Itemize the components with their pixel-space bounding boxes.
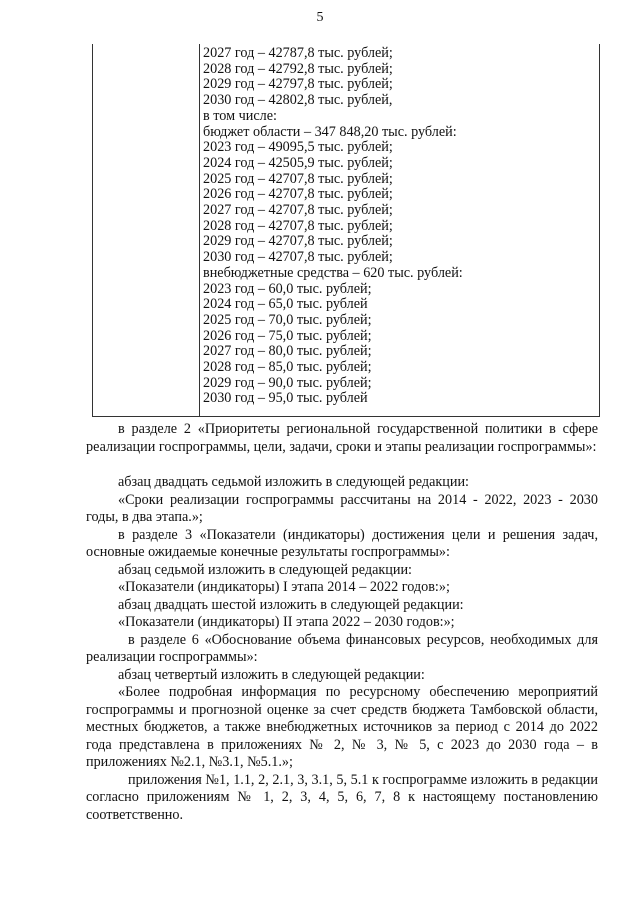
funding-line: 2025 год – 42707,8 тыс. рублей; [203,170,393,187]
page-number: 5 [316,10,324,25]
paragraph: абзац двадцать седьмой изложить в следующей редакции: [118,474,469,490]
paragraph: в разделе 6 «Обоснование объема финансовых ресурсов, необходимых для реализации госпрограммы»: [86,631,598,665]
paragraph: абзац четвертый изложить в следующей редакции: [118,666,425,683]
funding-line: 2027 год – 80,0 тыс. рублей; [203,343,372,360]
funding-line: 2029 год – 90,0 тыс. рублей; [203,374,372,391]
table-continuation [92,44,600,417]
table-column-divider [199,44,200,416]
funding-line: 2030 год – 95,0 тыс. рублей [203,390,368,407]
paragraph: в разделе 3 «Показатели (индикаторы) достижения цели и решения задач, основные ожидаемые конечные результаты госпрограммы»: [86,526,598,560]
funding-line: 2027 год – 42787,8 тыс. рублей; [203,45,393,61]
paragraph-block-a [86,474,598,824]
funding-line: 2028 год – 42792,8 тыс. рублей; [203,60,393,77]
funding-line: 2029 год – 42797,8 тыс. рублей; [203,76,393,93]
paragraph: «Более подробная информация по ресурсному обеспечению мероприятий госпрограммы и прогнозной оценке за счет средств бюджета Тамбовской области, местных бюджетов, а также внебюджетных источников за период с 2014 до 2022 года представлена в приложениях № 2, № 3, № 5, с 2023 до 2030 года – в приложениях №2.1, №3.1, №5.1.»; [86,684,598,770]
funding-line: 2026 год – 75,0 тыс. рублей; [203,327,372,344]
funding-line: в том числе: [203,107,277,124]
funding-line: 2024 год – 42505,9 тыс. рублей; [203,154,393,171]
paragraph: абзац седьмой изложить в следующей редакции: [118,561,413,578]
funding-line: бюджет области – 347 848,20 тыс. рублей: [203,123,457,140]
funding-list [203,46,463,407]
funding-line: 2027 год – 42707,8 тыс. рублей; [203,202,393,219]
funding-line: 2028 год – 85,0 тыс. рублей; [203,359,372,376]
paragraph-section-2 [86,421,598,456]
funding-line: 2030 год – 42802,8 тыс. рублей, [203,92,393,109]
funding-line: 2025 год – 70,0 тыс. рублей; [203,311,372,328]
funding-line: 2023 год – 60,0 тыс. рублей; [203,280,372,297]
paragraph: приложения №1, 1.1, 2, 2.1, 3, 3.1, 5, 5.1 к госпрограмме изложить в редакции согласно приложениям № 1, 2, 3, 4, 5, 6, 7, 8 к настоящему постановлению соответственно. [86,771,598,823]
funding-line: 2028 год – 42707,8 тыс. рублей; [203,217,393,234]
paragraph: «Показатели (индикаторы) II этапа 2022 – 2030 годов:»; [118,614,455,630]
funding-line: 2029 год – 42707,8 тыс. рублей; [203,233,393,250]
paragraph: в разделе 2 «Приоритеты региональной государственной политики в сфере реализации госпрограммы, цели, задачи, сроки и этапы реализации госпрограммы»: [86,421,598,455]
paragraph: «Показатели (индикаторы) I этапа 2014 – 2022 годов:»; [118,579,450,595]
funding-line: 2026 год – 42707,8 тыс. рублей; [203,186,393,203]
paragraph: «Сроки реализации госпрограммы рассчитаны на 2014 - 2022, 2023 - 2030 годы, в два этапа.»; [86,491,598,525]
funding-line: внебюджетные средства – 620 тыс. рублей: [203,264,463,281]
funding-line: 2024 год – 65,0 тыс. рублей [203,296,368,313]
paragraph: абзац двадцать шестой изложить в следующей редакции: [118,596,464,613]
funding-line: 2030 год – 42707,8 тыс. рублей; [203,249,393,266]
funding-line: 2023 год – 49095,5 тыс. рублей; [203,139,393,156]
